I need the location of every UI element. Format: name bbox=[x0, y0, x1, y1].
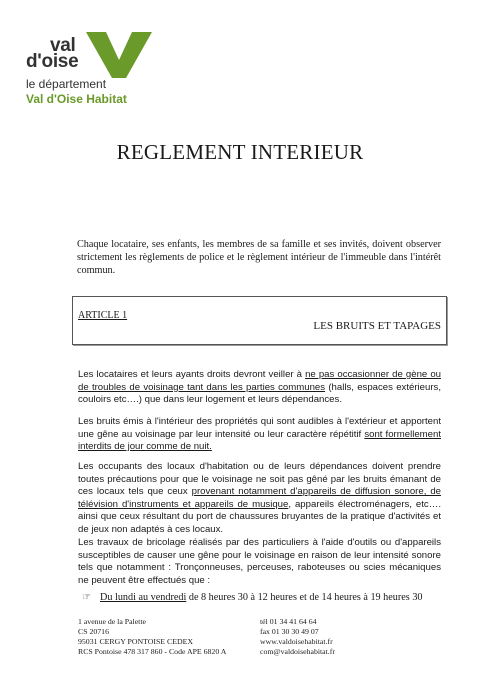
text-run: (halls, espaces extérieurs, couloirs etc….) que dans leur logement et leurs dépendances. bbox=[78, 381, 442, 406]
footer-email: com@valdoisehabitat.fr bbox=[260, 647, 335, 656]
pointing-hand-icon: ☞ bbox=[82, 592, 92, 603]
text-run: Les locataires et leurs ayants droits devront veiller à bbox=[78, 369, 306, 380]
page-title: REGLEMENT INTERIEUR bbox=[116, 140, 364, 164]
footer-website: www.valdoisehabitat.fr bbox=[260, 637, 333, 646]
bullet-days: Du lundi au vendredi bbox=[100, 592, 187, 603]
text-run: Les bruits émis à l'intérieur des propriétés qui sont audibles à l'extérieur et apportent une gêne au voisinage par leur intensité ou leur caractère répétitif bbox=[78, 416, 441, 440]
logo-v-icon bbox=[86, 32, 152, 78]
paragraph-diy-works: Les travaux de bricolage réalisés par des particuliers à l'aide d'outils ou d'appareils susceptibles de causer une gêne pour le voisinage en raison de leur intensité sonore tels que notamment : Tronçonneuses, perceuses, raboteuses ou scies mécaniques ne peuvent être effectués que : bbox=[78, 537, 441, 586]
article-header-box bbox=[72, 296, 447, 345]
bullet-hours: de 8 heures 30 à 12 heures et de 14 heures à 19 heures 30 bbox=[186, 592, 423, 603]
footer-phone: tél 01 34 41 64 64 bbox=[260, 617, 317, 626]
val-doise-habitat-logo bbox=[24, 32, 154, 110]
logo-text-departement: le département bbox=[26, 77, 107, 91]
footer-line: CS 20716 bbox=[78, 627, 109, 636]
footer-line: 1 avenue de la Palette bbox=[78, 617, 146, 626]
paragraph-audible-noise bbox=[78, 416, 441, 454]
article-number: ARTICLE 1 bbox=[78, 310, 128, 321]
underlined-text: ne pas occasionner de gène ou de troubles de voisinage tant dans les parties communes bbox=[78, 369, 441, 393]
article-heading: LES BRUITS ET TAPAGES bbox=[313, 320, 441, 332]
underlined-text: provenant notamment d'appareils de diffusion sonore, de télévision d'instruments et appareils de musique bbox=[78, 486, 441, 510]
text-run: Les occupants des locaux d'habitation ou de leurs dépendances doivent prendre toutes précautions pour que le voisinage ne soit pas gêné par les bruits émanant de ces locaux tels que ceux bbox=[78, 461, 441, 498]
logo-text-val: val bbox=[50, 35, 76, 56]
footer-line: 95031 CERGY PONTOISE CEDEX bbox=[78, 637, 194, 646]
logo-text-habitat: Val d'Oise Habitat bbox=[26, 92, 127, 106]
paragraph-noise-nuisance bbox=[78, 369, 441, 407]
footer-contact bbox=[260, 617, 335, 657]
intro-paragraph: Chaque locataire, ses enfants, les membres de sa famille et ses invités, doivent observer strictement les règlements de police et le règlement intérieur de l'immeuble dans l'intérêt commun. bbox=[77, 239, 441, 276]
text-run: , appareils électroménagers, etc…. ainsi que ceux résultant du port de chaussures bruyantes de la pratique d'activités et de jeux non adaptés à ces locaux. bbox=[78, 498, 441, 535]
logo-text-doise: d'oise bbox=[26, 51, 79, 72]
footer-fax: fax 01 30 30 49 07 bbox=[260, 627, 319, 636]
schedule-bullet bbox=[82, 592, 423, 603]
footer-address bbox=[78, 617, 226, 657]
underlined-text: sont formellement interdits de jour comme de nuit. bbox=[78, 428, 442, 453]
footer-line: RCS Pontoise 478 317 860 - Code APE 6820 A bbox=[78, 647, 227, 656]
paragraph-occupants-precautions bbox=[78, 461, 441, 537]
